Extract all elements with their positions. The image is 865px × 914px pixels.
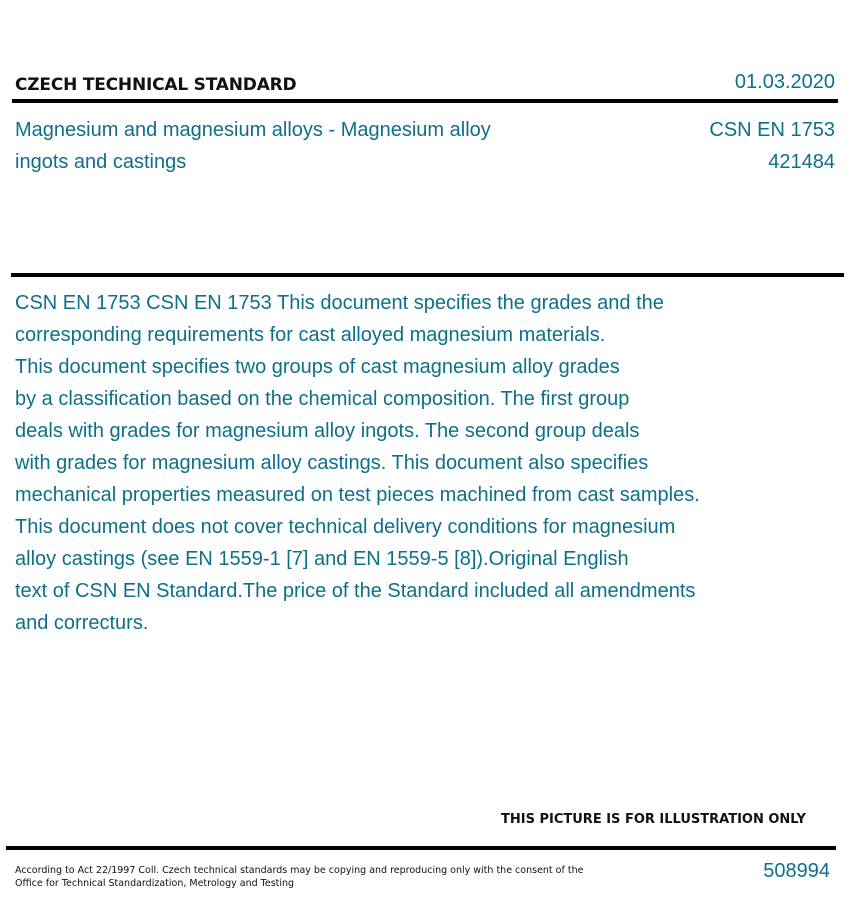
legal-note: According to Act 22/1997 Coll. Czech technical standards may be copying and reproducing only with the consent of the Office for Technical Standardization, Metrology and Testing	[15, 865, 584, 889]
header-divider	[12, 99, 838, 103]
title-divider	[11, 273, 844, 277]
publication-date: 01.03.2020	[734, 71, 835, 93]
abstract-text: CSN EN 1753 CSN EN 1753 This document specifies the grades and the corresponding requirements for cast alloyed magnesium materials. This document specifies two groups of cast magnesium alloy grades by a classification based on the chemical composition. The first group deals with grades for magnesium alloy ingots. The second group deals with grades for magnesium alloy castings. This document also specifies mechanical properties measured on test pieces machined from cast samples. This document does not cover technical delivery conditions for magnesium alloy castings (see EN 1559-1 [7] and EN 1559-5 [8]).Original English text of CSN EN Standard.The price of the Standard included all amendments and correcturs.	[15, 292, 700, 634]
standard-code: CSN EN 1753	[709, 119, 835, 141]
standard-code-block	[709, 114, 835, 178]
illustration-note: THIS PICTURE IS FOR ILLUSTRATION ONLY	[501, 812, 806, 827]
standard-title: Magnesium and magnesium alloys - Magnesium alloy ingots and castings	[15, 119, 491, 173]
footer-divider	[6, 846, 836, 850]
document-type-label: CZECH TECHNICAL STANDARD	[15, 75, 297, 95]
document-number: 508994	[763, 860, 830, 882]
class-number: 421484	[768, 151, 835, 173]
